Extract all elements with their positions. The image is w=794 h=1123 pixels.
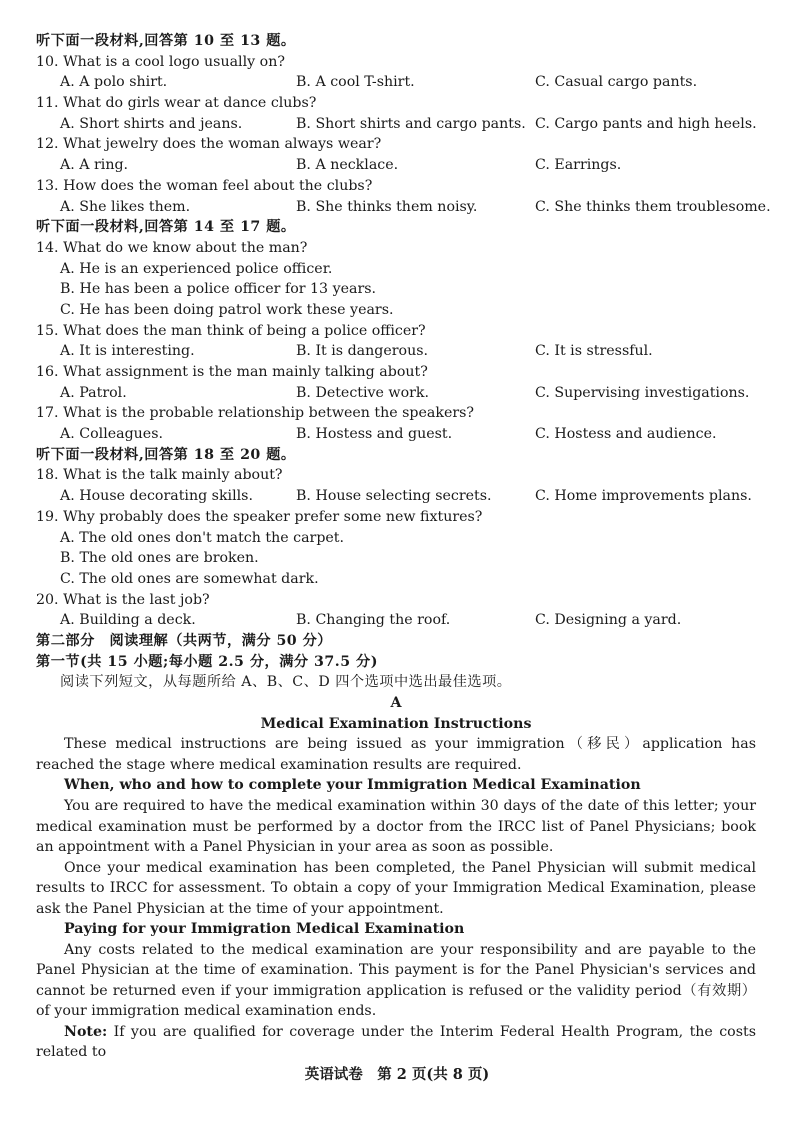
- heading-paying: Paying for your Immigration Medical Examination: [64, 921, 465, 938]
- q16-option-c: C. Supervising investigations.: [535, 384, 750, 401]
- q11-option-a: A. Short shirts and jeans.: [60, 115, 243, 132]
- q18-option-c: C. Home improvements plans.: [535, 488, 752, 505]
- heading-when-who-how: When, who and how to complete your Immigration Medical Examination: [64, 777, 641, 794]
- question-20-stem: 20. What is the last job?: [36, 591, 210, 608]
- listening-intro-14-17: 听下面一段材料,回答第 14 至 17 题。: [36, 219, 296, 236]
- q12-option-a: A. A ring.: [60, 157, 129, 174]
- question-11-stem: 11. What do girls wear at dance clubs?: [36, 95, 317, 112]
- q13-option-b: B. She thinks them noisy.: [296, 198, 478, 215]
- q20-option-c: C. Designing a yard.: [535, 612, 682, 629]
- q14-option-a: A. He is an experienced police officer.: [60, 260, 333, 277]
- q19-option-b: B. The old ones are broken.: [60, 550, 259, 567]
- question-18-stem: 18. What is the talk mainly about?: [36, 467, 283, 484]
- exam-page: [36, 31, 771, 1063]
- page-footer: 英语试卷 第 2 页(共 8 页): [304, 1066, 490, 1083]
- note-text: If you are qualified for coverage under the Interim Federal Health Program, the costs related to: [36, 1023, 756, 1061]
- q14-option-c: C. He has been doing patrol work these years.: [60, 301, 394, 318]
- question-19-stem: 19. Why probably does the speaker prefer some new fixtures?: [36, 508, 483, 525]
- q15-option-a: A. It is interesting.: [60, 343, 195, 360]
- question-17-stem: 17. What is the probable relationship between the speakers?: [36, 405, 475, 422]
- reading-part-title: 第二部分 阅读理解（共两节，满分 50 分）: [36, 632, 332, 649]
- question-13-options: [36, 197, 771, 218]
- question-12-stem: 12. What jewelry does the woman always wear?: [36, 136, 382, 153]
- note-label: Note:: [64, 1023, 108, 1040]
- question-10-stem: 10. What is a cool logo usually on?: [36, 53, 285, 70]
- q11-option-b: B. Short shirts and cargo pants.: [296, 115, 526, 132]
- question-14-stem: 14. What do we know about the man?: [36, 239, 308, 256]
- q10-option-b: B. A cool T-shirt.: [296, 74, 415, 91]
- q19-option-a: A. The old ones don't match the carpet.: [60, 529, 345, 546]
- listening-intro-10-13: 听下面一段材料,回答第 10 至 13 题。: [36, 33, 296, 49]
- reading-instruction: 阅读下列短文，从每题所给 A、B、C、D 四个选项中选出最佳选项。: [60, 674, 512, 691]
- q10-option-a: A. A polo shirt.: [60, 74, 168, 91]
- listening-intro-18-20: 听下面一段材料,回答第 18 至 20 题。: [36, 446, 296, 463]
- paragraph-costs: Any costs related to the medical examination are your responsibility and are payable to the Panel Physician at the time of examination. This payment is for the Panel Physician's services and cannot be returned even if your immigration application is refused or the validity period（有效期）of your immigration medical examination ends.: [36, 941, 756, 1020]
- paragraph-intro: These medical instructions are being issued as your immigration（移民）application has reached the stage where medical examination results are required.: [36, 736, 756, 773]
- q16-option-a: A. Patrol.: [60, 384, 127, 401]
- paragraph-results: Once your medical examination has been completed, the Panel Physician will submit medical results to IRCC for assessment. To obtain a copy of your Immigration Medical Examination, please ask the Panel Physician at the time of your appointment.: [36, 859, 756, 917]
- q18-option-b: B. House selecting secrets.: [296, 488, 492, 505]
- passage-letter: A: [390, 695, 402, 711]
- question-20-options: [36, 610, 756, 631]
- q14-option-b: B. He has been a police officer for 13 years.: [60, 281, 377, 298]
- q20-option-b: B. Changing the roof.: [296, 612, 451, 629]
- question-13-stem: 13. How does the woman feel about the clubs?: [36, 177, 373, 194]
- q12-option-c: C. Earrings.: [535, 157, 622, 174]
- question-12-options: [36, 155, 756, 176]
- q18-option-a: A. House decorating skills.: [60, 488, 253, 505]
- question-15-options: [36, 341, 756, 362]
- q13-option-a: A. She likes them.: [60, 198, 191, 215]
- question-15-stem: 15. What does the man think of being a police officer?: [36, 322, 426, 339]
- q12-option-b: B. A necklace.: [296, 157, 399, 174]
- q17-option-c: C. Hostess and audience.: [535, 426, 717, 443]
- q10-option-c: C. Casual cargo pants.: [535, 74, 698, 91]
- q17-option-b: B. Hostess and guest.: [296, 426, 453, 443]
- question-17-options: [36, 424, 756, 445]
- question-16-options: [36, 383, 756, 404]
- q20-option-a: A. Building a deck.: [60, 612, 196, 629]
- q11-option-c: C. Cargo pants and high heels.: [535, 115, 757, 132]
- question-18-options: [36, 486, 756, 507]
- q16-option-b: B. Detective work.: [296, 384, 429, 401]
- paragraph-requirements: You are required to have the medical examination within 30 days of the date of this letter; your medical examination must be performed by a doctor from the IRCC list of Panel Physicians; book an appointment with a Panel Physician in your area as soon as possible.: [36, 798, 756, 856]
- q15-option-b: B. It is dangerous.: [296, 343, 428, 360]
- question-11-options: [36, 114, 756, 135]
- q13-option-c: C. She thinks them troublesome.: [535, 198, 771, 215]
- q19-option-c: C. The old ones are somewhat dark.: [60, 570, 319, 587]
- passage-title: Medical Examination Instructions: [260, 715, 532, 732]
- reading-section-title: 第一节(共 15 小题;每小题 2.5 分，满分 37.5 分): [36, 653, 378, 670]
- q15-option-c: C. It is stressful.: [535, 343, 653, 360]
- question-16-stem: 16. What assignment is the man mainly talking about?: [36, 364, 428, 380]
- q17-option-a: A. Colleagues.: [60, 426, 163, 443]
- paragraph-note: [36, 1022, 756, 1063]
- question-10-options: [36, 72, 756, 93]
